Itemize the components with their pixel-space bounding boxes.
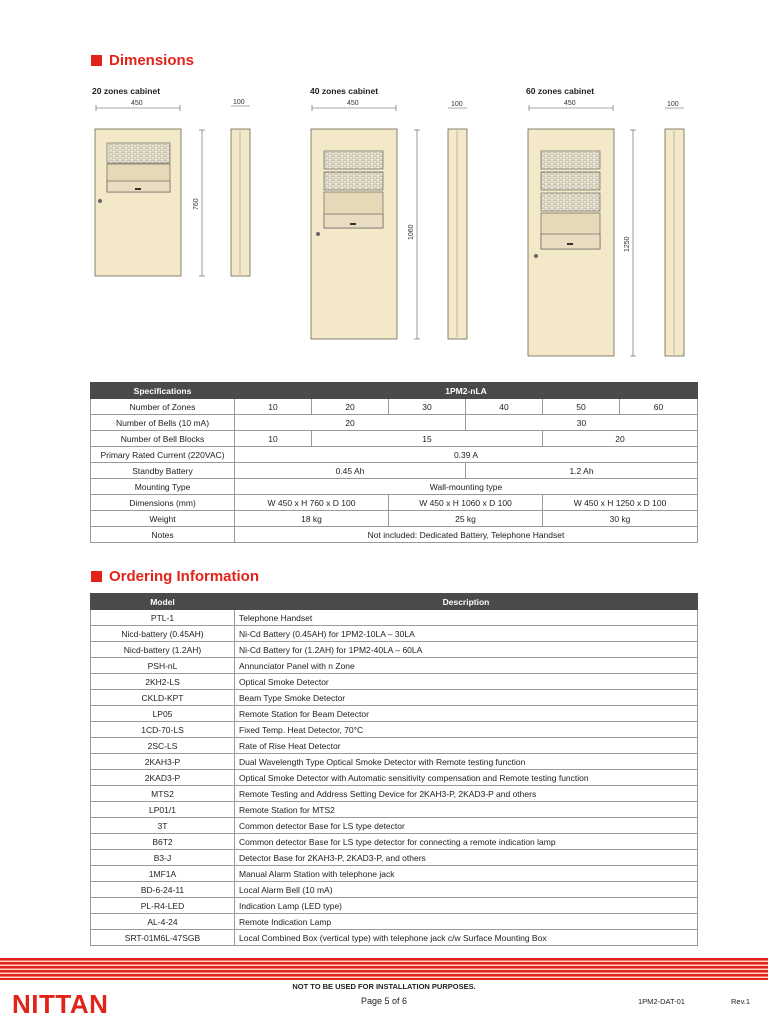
order-model: 2KAD3-P [91,770,235,786]
specifications-table [90,382,698,543]
order-model: LP05 [91,706,235,722]
spec-cell: 50 [543,399,620,415]
cabinet-40-side [448,129,467,339]
cabinet-20-side [231,129,250,276]
order-model: 2KAH3-P [91,754,235,770]
spec-cell: 30 [389,399,466,415]
order-description: Optical Smoke Detector [235,674,698,690]
cabinet-40-depth: 100 [451,101,463,108]
order-description: Remote Station for Beam Detector [235,706,698,722]
spec-cell: 60 [620,399,698,415]
order-row [91,722,698,738]
cabinet-40-lock-icon [316,232,320,236]
spec-cell: 10 [235,431,312,447]
order-row [91,802,698,818]
order-model: Nicd-battery (0.45AH) [91,626,235,642]
heading-square-icon [91,571,102,582]
ordering-title: Ordering Information [109,568,259,585]
spec-cell: 25 kg [389,511,543,527]
order-model: Nicd-battery (1.2AH) [91,642,235,658]
order-description: Common detector Base for LS type detector for connecting a remote indication lamp [235,834,698,850]
page-number: Page 5 of 6 [360,996,408,1006]
spec-row [91,495,698,511]
revision: Rev.1 [731,997,751,1006]
order-model: 1MF1A [91,866,235,882]
spec-row-label: Primary Rated Current (220VAC) [91,447,235,463]
order-description: Manual Alarm Station with telephone jack [235,866,698,882]
cabinet-title-20: 20 zones cabinet [92,86,161,96]
spec-cell: 20 [543,431,698,447]
spec-row-label: Number of Zones [91,399,235,415]
cabinet-drawings [0,0,768,380]
order-row [91,658,698,674]
spec-row [91,463,698,479]
spec-cell: 1.2 Ah [466,463,698,479]
order-model: 1CD-70-LS [91,722,235,738]
cabinet-20-width: 450 [131,100,143,107]
order-row [91,882,698,898]
order-description: Beam Type Smoke Detector [235,690,698,706]
cabinet-40-height: 1060 [408,224,415,240]
spec-row [91,415,698,431]
order-row [91,866,698,882]
order-description: Annunciator Panel with n Zone [235,658,698,674]
order-row [91,834,698,850]
cabinet-40-drawing [311,100,467,339]
cabinet-20-lock-icon [98,199,102,203]
spec-cell: Not included: Dedicated Battery, Telephone Handset [235,527,698,543]
order-model: MTS2 [91,786,235,802]
order-description: Remote Testing and Address Setting Device for 2KAH3-P, 2KAD3-P and others [235,786,698,802]
spec-cell: 0.45 Ah [235,463,466,479]
cabinet-20-depth: 100 [233,99,245,106]
order-row [91,754,698,770]
order-row [91,610,698,626]
order-header-description: Description [235,594,698,610]
spec-cell: 18 kg [235,511,389,527]
cabinet-title-40: 40 zones cabinet [310,86,379,96]
cabinet-20-drawing [95,99,250,276]
order-row [91,690,698,706]
spec-row-label: Notes [91,527,235,543]
footer-stripe [0,958,768,980]
order-description: Indication Lamp (LED type) [235,898,698,914]
cabinet-20-indicator-panel [107,143,170,163]
order-row [91,770,698,786]
spec-cell: W 450 x H 1250 x D 100 [543,495,698,511]
spec-header-model: 1PM2-nLA [235,383,698,399]
order-model: B6T2 [91,834,235,850]
order-model: CKLD-KPT [91,690,235,706]
cabinet-title-60: 60 zones cabinet [526,86,595,96]
order-model: PL-R4-LED [91,898,235,914]
nittan-logo: NITTAN [12,989,109,1019]
order-model: BD-6-24-11 [91,882,235,898]
cabinet-60-lock-icon [534,254,538,258]
order-description: Ni-Cd Battery for (1.2AH) for 1PM2-40LA – 60LA [235,642,698,658]
order-header-model: Model [91,594,235,610]
order-model: 2KH2-LS [91,674,235,690]
order-description: Fixed Temp. Heat Detector, 70°C [235,722,698,738]
spec-cell: W 450 x H 760 x D 100 [235,495,389,511]
cabinet-20-height: 760 [193,198,200,210]
order-description: Local Combined Box (vertical type) with telephone jack c/w Surface Mounting Box [235,930,698,946]
spec-cell: 0.39 A [235,447,698,463]
order-description: Dual Wavelength Type Optical Smoke Detector with Remote testing function [235,754,698,770]
order-description: Common detector Base for LS type detector [235,818,698,834]
order-row [91,930,698,946]
order-description: Remote Station for MTS2 [235,802,698,818]
order-description: Telephone Handset [235,610,698,626]
spec-row-label: Mounting Type [91,479,235,495]
order-row [91,818,698,834]
spec-cell: 20 [235,415,466,431]
footer-warning: NOT TO BE USED FOR INSTALLATION PURPOSES. [292,982,476,991]
order-description: Optical Smoke Detector with Automatic sensitivity compensation and Remote testing function [235,770,698,786]
cabinet-60-width: 450 [564,100,576,107]
spec-row-label: Standby Battery [91,463,235,479]
specifications-header-row [91,383,698,399]
spec-cell: Wall-mounting type [235,479,698,495]
order-description: Ni-Cd Battery (0.45AH) for 1PM2-10LA – 30LA [235,626,698,642]
order-model: AL-4-24 [91,914,235,930]
spec-row-label: Dimensions (mm) [91,495,235,511]
order-row [91,626,698,642]
spec-cell: 30 [466,415,698,431]
order-row [91,786,698,802]
order-model: SRT-01M6L-47SGB [91,930,235,946]
spec-row [91,399,698,415]
order-description: Rate of Rise Heat Detector [235,738,698,754]
ordering-table [90,593,698,946]
spec-cell: 40 [466,399,543,415]
spec-cell: 30 kg [543,511,698,527]
order-row [91,914,698,930]
cabinet-60-drawing [528,100,684,356]
spec-row [91,479,698,495]
spec-row [91,527,698,543]
spec-header-label: Specifications [91,383,235,399]
order-row [91,850,698,866]
cabinet-40-width: 450 [347,100,359,107]
order-row [91,738,698,754]
document-code: 1PM2-DAT-01 [638,997,685,1006]
order-row [91,706,698,722]
ordering-heading [91,568,259,585]
spec-row-label: Number of Bells (10 mA) [91,415,235,431]
order-row [91,898,698,914]
cabinet-60-depth: 100 [667,101,679,108]
order-model: 2SC-LS [91,738,235,754]
spec-cell: 15 [312,431,543,447]
spec-row-label: Number of Bell Blocks [91,431,235,447]
spec-row-label: Weight [91,511,235,527]
order-description: Local Alarm Bell (10 mA) [235,882,698,898]
spec-cell: 10 [235,399,312,415]
order-model: LP01/1 [91,802,235,818]
spec-cell: 20 [312,399,389,415]
order-description: Remote Indication Lamp [235,914,698,930]
order-model: PTL-1 [91,610,235,626]
order-row [91,642,698,658]
ordering-header-row [91,594,698,610]
spec-row [91,511,698,527]
cabinet-60-side [665,129,684,356]
order-row [91,674,698,690]
order-model: B3-J [91,850,235,866]
dimensions-title: Dimensions [109,52,195,69]
order-model: PSH-nL [91,658,235,674]
spec-cell: W 450 x H 1060 x D 100 [389,495,543,511]
order-description: Detector Base for 2KAH3-P, 2KAD3-P, and others [235,850,698,866]
spec-row [91,431,698,447]
cabinet-60-height: 1250 [624,236,631,252]
order-model: 3T [91,818,235,834]
spec-row [91,447,698,463]
